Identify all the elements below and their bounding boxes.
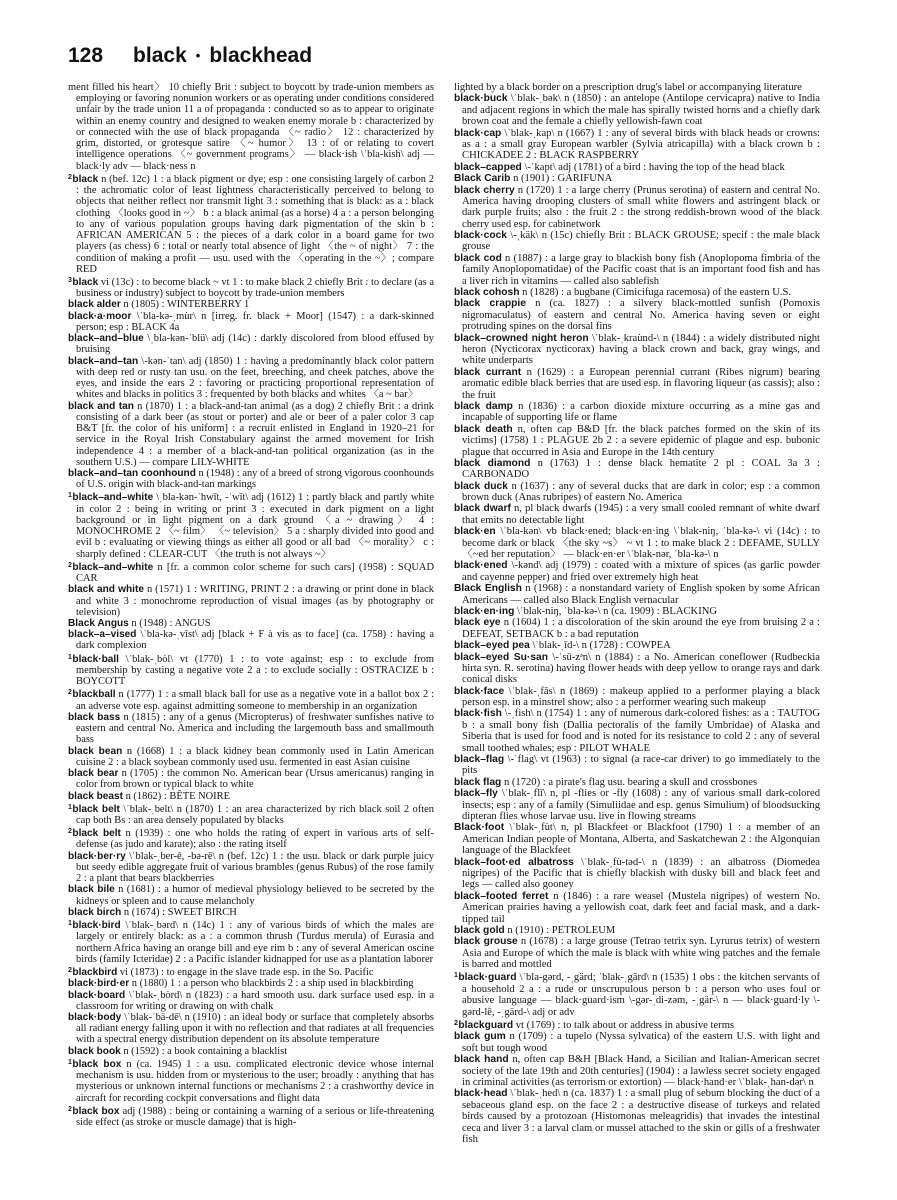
entry-definition: \ˌbla-kən-ˈhwīt, -ˈwīt\ adj (1612) 1 : partly black and partly white in color 2 : being in writing or print 3 : executed in dark pigment on a light background or in light pigment on a dark ground 〈a ~ drawing〉 4 : MONOCHROME 2 〈~ film〉 〈~ television〉 5 a : sharply divided into good and evil b : evaluating or viewing things as either all good or all bad 〈~ morality〉 c : sharply defined : CLEAR-CUT 〈the truth is not always ~〉 [76, 492, 435, 560]
entry-definition: \-kənd\ adj (1979) : coated with a mixture of spices (as garlic powder and cayenne pepper) and fried over extremely high heat [462, 560, 821, 583]
dictionary-entry [454, 503, 820, 526]
entry-definition: \ˈbla-kə-ˌmu̇r\ n [irreg. fr. black + Moor] (1547) : a dark-skinned person; esp : BLACK 4a [76, 310, 435, 333]
entry-definition: vt (1769) : to talk about or address in abusive terms [515, 1020, 735, 1032]
entry-headword: black and tan [68, 400, 134, 412]
entry-definition: n (1705) : the common No. American bear (Ursus americanus) ranging in color from brown or typical black to white [76, 768, 435, 791]
dictionary-entry [454, 754, 820, 777]
dictionary-entry [454, 1031, 820, 1054]
dictionary-entry [68, 82, 434, 172]
entry-headword: black and white [68, 584, 144, 596]
entry-headword: Black Carib [454, 173, 511, 185]
entry-definition: n, often cap B&D [fr. the black patches formed on the skin of its victims] (1758) 1 : PLAGUE 2b 2 : a severe epidemic of plague and esp. bubonic plague that occurred in Asia and Europe in the 14th century [462, 423, 820, 458]
dictionary-entry [454, 185, 820, 231]
entry-headword: black·ball [72, 653, 119, 665]
dictionary-entry [454, 367, 820, 401]
dictionary-entry [454, 617, 820, 640]
dictionary-entry [68, 918, 434, 965]
dictionary-entry [68, 560, 434, 584]
dictionary-entry [68, 275, 434, 299]
dictionary-entry [68, 629, 434, 651]
dictionary-entry [68, 1104, 434, 1128]
entry-definition: n (1846) : a rare weasel (Mustela nigripes) of western No. American prairies having a yellowish coat, dark feet and facial mask, and a dark-tipped tail [462, 890, 821, 925]
dictionary-entry [68, 746, 434, 768]
dictionary-entry [454, 936, 820, 970]
entry-definition: n (bef. 12c) 1 : a black pigment or dye; esp : one consisting largely of carbon 2 : the achromatic color of least lightness characteristically perceived to belong to objects that neither reflect nor transmit light 3 : something that is black: as a : black clothing 〈looks good in ~〉 b : a black animal (as a horse) 4 a : a person belonging to any of various population groups having dark pigmentation of the skin b : AFRICAN AMERICAN 5 : the pieces of a dark color in a board game for two players (as chess) 6 : total or nearly total absence of light 〈the ~ of night〉 7 : the condition of making a profit — usu. used with the 〈operating in the ~〉; compare RED [76, 173, 435, 275]
entry-headword: black alder [68, 299, 121, 311]
dictionary-entry [454, 777, 820, 788]
dictionary-entry [68, 1012, 434, 1046]
homograph-number: 1 [68, 1058, 72, 1066]
dictionary-entry [454, 970, 820, 1018]
homograph-number: 2 [68, 967, 72, 975]
dictionary-entry [68, 172, 434, 275]
entry-headword: blackguard [458, 1020, 514, 1032]
entry-definition: n (1571) 1 : WRITING, PRINT 2 : a drawing or print done in black and white 3 : monochrome reproduction of visual images (as by photography or television) [76, 584, 434, 618]
entry-headword: black·bird [72, 920, 121, 932]
entry-definition: ment filled his heart〉 10 chiefly Brit : subject to boycott by trade-union members as employing or favoring nonunion workers or as operating under conditions considered unfair by the trade union 11 a of propaganda : conducted so as to appear to originate within an enemy country and designed to weaken enemy morale b : characterized by or connected with the use of black propaganda 〈~ radio〉 12 : characterized by grim, distorted, or grotesque satire 〈~ humor〉 13 : of or relating to covert intelligence operations 〈~ government programs〉 — black·ish \ˈbla-kish\ adj — black·ly adv — black·ness n [68, 82, 434, 172]
entry-headword: black–crowned night heron [454, 332, 589, 344]
entry-headword: black·cap [454, 127, 502, 139]
entry-definition: \ˈbla-kə-ˌvīst\ adj [black + F à vis as to face] (ca. 1758) : having a dark complexion [76, 629, 434, 652]
dictionary-entry [454, 173, 820, 184]
entry-definition: n (1887) : a large gray to blackish bony fish (Anoplopoma fimbria of the family Anoplopomatidae) of the Pacific coast that is an important food fish and has a liver rich in vitamins — called also sablefish [462, 252, 821, 287]
entry-definition: n (1901) : GARIFUNA [513, 173, 613, 185]
dictionary-entry [68, 618, 434, 629]
entry-definition: \ˈblak-ˌkap\ n (1667) 1 : any of several birds with black heads or crowns: as a : a small gray European warbler (Sylvia atricapilla) with a black crown b : CHICKADEE 2 : BLACK RASPBERRY [462, 127, 821, 162]
dictionary-entry [454, 333, 820, 367]
entry-headword: black–flag [454, 754, 505, 766]
dictionary-entry [68, 990, 434, 1012]
entry-headword: black–and–white [72, 561, 154, 573]
dictionary-entry [454, 891, 820, 925]
dictionary-entry [454, 230, 820, 253]
entry-headword: black bass [68, 711, 121, 723]
entry-headword: black–and–tan [68, 355, 139, 367]
homograph-number: 2 [68, 173, 72, 181]
entry-definition: \ˈblak-ˌber-ē, -bə-rē\ n (bef. 12c) 1 : the usu. black or dark purple juicy but seedy edible aggregate fruit of various brambles (genus Rubus) of the rose family 2 : a plant that bears blackberries [76, 850, 434, 885]
entry-definition: \ˈblak-ˌbȯrd\ n (1823) : a hard smooth usu. dark surface used esp. in a classroom for writing or drawing on with chalk [76, 989, 434, 1012]
dictionary-entry [454, 1088, 820, 1145]
guide-word-first: black [133, 44, 187, 67]
entry-definition: \-kən-ˈtan\ adj (1850) 1 : having a predominantly black color pattern with deep red or rusty tan usu. on the feet, breeching, and cheek patches, above the eyes, and inside the ears 2 : favoring or practicing proportional representation of whites and blacks in politics 3 : frequented by both blacks and whites 〈a ~ bar〉 [76, 355, 435, 401]
entry-definition: n (1910) : PETROLEUM [507, 924, 616, 936]
dictionary-entry [454, 424, 820, 458]
entry-headword: Black·foot [454, 822, 505, 834]
entry-headword: black·board [68, 989, 126, 1001]
entry-definition: n, often cap B&H [Black Hand, a Sicilian and Italian-American secret society of the late 19th and 20th centuries] (1904) : a lawless secret society engaged in criminal activities (as terrorism or extortion) — black·hand·er \ˈblak-ˌhan-dər\ n [462, 1054, 821, 1088]
dictionary-entry [68, 802, 434, 826]
dictionary-entry [454, 686, 820, 709]
entry-headword: black bear [68, 768, 119, 780]
dictionary-entry [454, 652, 820, 686]
dictionary-entry [68, 468, 434, 490]
dictionary-entry [68, 1057, 434, 1104]
entry-definition: n (1637) : any of several ducks that are dark in color; esp : a common brown duck (Anas rubripes) of eastern No. America [462, 480, 820, 504]
entry-headword: black bean [68, 745, 123, 757]
entry-definition: \ˈblak-ˌflī\ n, pl -flies or -fly (1608) : any of various small dark-colored insects; esp : any of a family (Simuliidae and esp. genus Simulium) of bloodsucking dipteran flies whose larvae usu. live in flowing streams [462, 788, 820, 822]
entry-definition: \ˈblak-ˌbȯl\ vt (1770) 1 : to vote against; esp : to exclude from membership by casting a negative vote 2 a : to exclude socially : OSTRACIZE b : BOYCOTT [76, 653, 435, 688]
entry-definition: n [fr. a common color scheme for such cars] (1958) : SQUAD CAR [76, 561, 435, 585]
entry-headword: black box [72, 1105, 120, 1117]
entry-definition: \ˈblak-niŋ, ˈbla-kə-\ n (ca. 1909) : BLACKING [517, 605, 718, 617]
entry-definition: \ˈblak-ˌīd-\ n (1728) : COWPEA [532, 640, 671, 652]
homograph-number: 1 [68, 803, 72, 811]
entry-headword: black gum [454, 1031, 506, 1043]
entry-definition: n (1939) : one who holds the rating of expert in various arts of self-defense (as judo and karate); also : the rating itself [76, 828, 434, 851]
entry-headword: black–footed ferret [454, 890, 549, 902]
entry-definition: n (1681) : a humor of medieval physiology believed to be secreted by the kidneys or spleen and to cause melancholy [76, 884, 434, 907]
entry-definition: n (1668) 1 : a black kidney bean commonly used in Latin American cuisine 2 : a black soybean commonly used usu. fermented in east Asian cuisine [76, 745, 434, 768]
dictionary-entry [454, 128, 820, 162]
entry-definition: n (1862) : BÊTE NOIRE [125, 790, 230, 802]
entry-definition: \ˈblak-ˌbək\ n (1850) : an antelope (Antilope cervicapra) native to India and adjacent regions in which the male has spirally twisted horns and a chiefly dark brown coat and the female a chiefly yellowish-fawn coat [462, 93, 820, 128]
entry-headword: black dwarf [454, 503, 511, 515]
entry-headword: black·body [68, 1011, 122, 1023]
dictionary-entry [68, 965, 434, 978]
dictionary-entry [454, 857, 820, 891]
entry-definition: vi (1873) : to engage in the slave trade esp. in the So. Pacific [119, 967, 374, 979]
entry-headword: black cohosh [454, 287, 520, 299]
dictionary-entry [454, 287, 820, 298]
dictionary-entry [68, 490, 434, 559]
dictionary-entry [454, 606, 820, 617]
entry-headword: black–eyed pea [454, 640, 530, 652]
entry-headword: black–eyed Su·san [454, 651, 548, 663]
entry-headword: black belt [72, 828, 121, 840]
entry-definition: \-ˌfish\ n (1754) 1 : any of numerous dark-colored fishes: as a : TAUTOG b : a small bony fish (Dallia pectoralis of the family Umbridae) of Alaska and Siberia that is used for food and is noted for its resistance to cold 2 : any of several small toothed whales; esp : PILOT WHALE [462, 708, 820, 754]
entry-definition: \ˈblak-ˌfu̇t\ n, pl Blackfeet or Blackfoot (1790) 1 : a member of an American Indian people of Montana, Alberta, and Saskatchewan 2 : the Algonquian language of the Blackfeet [462, 822, 820, 857]
dictionary-entry [68, 299, 434, 310]
dictionary-entry [454, 560, 820, 583]
entry-definition: n, pl black dwarfs (1945) : a very small cooled remnant of white dwarf that emits no detectable light [462, 503, 820, 526]
entry-definition: n (1604) 1 : a discoloration of the skin around the eye from bruising 2 a : DEFEAT, SETBACK b : a bad reputation [462, 617, 820, 640]
homograph-number: 2 [68, 689, 72, 697]
dictionary-entry [68, 584, 434, 618]
entry-definition: \ˈbla-kən\ vb black·ened; black·en·ing \ˈblak-niŋ, ˈbla-kə-\ vi (14c) : to become dark or black 〈the sky ~s〉 ~ vt 1 : to make black 2 : DEFAME, SULLY 〈~ed her reputation〉 — black·en·er \ˈblak-nər, ˈbla-kə-\ n [462, 526, 820, 561]
dictionary-entry [454, 640, 820, 651]
dictionary-entry [68, 712, 434, 746]
entry-definition: \ˈblak-ˈbä-dē\ n (1910) : an ideal body or surface that completely absorbs all radiant energy falling upon it with no reflection and that radiates at all frequencies with a spectral energy distribution dependent on its absolute temperature [76, 1011, 434, 1046]
entry-headword: black duck [454, 480, 508, 492]
dictionary-entry [454, 1054, 820, 1088]
entry-definition: vi (13c) : to become black ~ vt 1 : to make black 2 chiefly Brit : to declare (as a business or industry) subject to boycott by trade-union members [76, 276, 434, 300]
entry-headword: black diamond [454, 457, 531, 469]
entry-headword: black–a–vised [68, 629, 137, 641]
entry-headword: black box [72, 1058, 122, 1070]
right-column [454, 82, 820, 1145]
homograph-number: 1 [454, 972, 458, 980]
entry-definition: \-ˌkäk\ n (15c) chiefly Brit : BLACK GROUSE; specif : the male black grouse [462, 230, 820, 253]
homograph-number: 1 [68, 920, 72, 928]
homograph-number: 1 [68, 653, 72, 661]
homograph-number: 2 [68, 828, 72, 836]
guide-word-separator: • [195, 48, 201, 63]
homograph-number: 2 [68, 1105, 72, 1113]
dictionary-entry [454, 93, 820, 127]
dictionary-entry [454, 788, 820, 822]
entry-definition: \-ˈflag\ vt (1963) : to signal (a race-car driver) to go immediately to the pits [462, 754, 820, 777]
entry-headword: black–fly [454, 788, 498, 800]
dictionary-entry [454, 708, 820, 754]
entry-definition: n (1948) : ANGUS [131, 618, 211, 630]
entry-headword: black·fish [454, 708, 502, 720]
dictionary-entry [68, 826, 434, 850]
homograph-number: 2 [68, 561, 72, 569]
entry-definition: n (1678) : a large grouse (Tetrao tetrix syn. Lyrurus tetrix) of western Asia and Europe of which the male is black with white wing patches and the female is barred and mottled [462, 936, 821, 971]
entry-definition: \ˈblak-ˌfās\ n (1869) : makeup applied to a performer playing a black person esp. in a minstrel show; also : a performer wearing such makeup [462, 685, 820, 709]
entry-definition: \ˈblak-ˌbelt\ n (1870) 1 : an area characterized by rich black soil 2 often cap both Bs : an area densely populated by blacks [76, 803, 435, 826]
entry-definition: n (ca. 1945) 1 : a usu. complicated electronic device whose internal mechanism is usu. hidden from or mysterious to the user; broadly : anything that has mysterious or unknown internal functions or mechanisms 2 : a crashworthy device in aircraft for recording cockpit conversations and flight data [76, 1058, 435, 1104]
entry-definition: n (1720) : a pirate's flag usu. bearing a skull and crossbones [503, 776, 758, 788]
entry-definition: n (1629) : a European perennial currant (Ribes nigrum) bearing aromatic edible black berries that are used esp. in flavoring liqueur (as cassis); also : the fruit [462, 366, 821, 401]
dictionary-entry [68, 356, 434, 401]
entry-headword: Black English [454, 583, 522, 595]
entry-headword: black death [454, 423, 513, 435]
entry-definition: n (1968) : a nonstandard variety of English spoken by some African Americans — called also Black English vernacular [462, 583, 820, 606]
left-column [68, 82, 434, 1128]
entry-definition: adj (1988) : being or containing a warning of a serious or life-threatening side effect (as stroke or muscle damage) that is high- [76, 1105, 435, 1129]
entry-definition: n (1720) 1 : a large cherry (Prunus serotina) of eastern and central No. America having drooping clusters of small white flowers and astringent black or dark purple fruits; also : the fruit 2 : the strong reddish-brown wood of the black cherry used esp. for cabinetwork [462, 184, 820, 230]
dictionary-entry [454, 401, 820, 424]
entry-headword: black [72, 276, 99, 288]
entry-headword: black·ened [454, 560, 508, 572]
dictionary-entry [454, 822, 820, 856]
entry-headword: black beast [68, 790, 123, 802]
entry-headword: black damp [454, 400, 513, 412]
dictionary-entry [454, 481, 820, 504]
entry-headword: black flag [454, 776, 502, 788]
entry-definition: \ˈblak-ˌhed\ n (ca. 1837) 1 : a small plug of sebum blocking the duct of a sebaceous gland esp. on the face 2 : a destructive disease of turkeys and related birds caused by a protozoan (Histomonas meleagridis) that invades the intestinal ceca and liver 3 : a larval clam or mussel attached to the skin or gills of a freshwater fish [462, 1088, 820, 1145]
entry-headword: black [72, 173, 99, 185]
dictionary-entry [454, 298, 820, 332]
entry-definition: n (1815) : any of a genus (Micropterus) of freshwater sunfishes native to eastern and central No. America and including the largemouth bass and smallmouth bass [76, 711, 435, 746]
entry-definition: \ˈblak-ˌfu̇-təd-\ n (1839) : an albatross (Diomedea nigripes) of the Pacific that is chiefly blackish with dusky bill and black feet and legs — called also gooney [462, 856, 820, 891]
dictionary-entry [454, 82, 820, 93]
homograph-number: 3 [68, 276, 72, 284]
entry-definition: \ˈbla-gərd, -ˌgärd; ˈblak-ˌgärd\ n (1535) 1 obs : the kitchen servants of a household 2 a : a rude or unscrupulous person b : a person who uses foul or abusive language — black·guard·ism \-gər-ˌdi-zəm, -ˌgär-\ n — black·guard·ly \-gərd-lē, -ˌgärd-\ adj or adv [462, 972, 820, 1018]
entry-definition: \-ˈkapt\ adj (1781) of a bird : having the top of the head black [524, 161, 785, 173]
entry-definition: n (1674) : SWEET BIRCH [123, 906, 237, 918]
entry-definition: \ˌbla-kən-ˈblü\ adj (14c) : darkly discolored from blood effused by bruising [76, 333, 434, 356]
entry-headword: black book [68, 1045, 121, 1057]
entry-headword: black currant [454, 366, 522, 378]
entry-headword: black–and–tan coonhound [68, 467, 196, 479]
page-number: 128 [68, 44, 104, 67]
dictionary-entry [68, 907, 434, 918]
dictionary-entry [68, 687, 434, 711]
entry-headword: black gold [454, 924, 505, 936]
dictionary-entry [454, 253, 820, 287]
entry-headword: black cherry [454, 184, 515, 196]
dictionary-entry [454, 162, 820, 173]
entry-headword: black belt [72, 803, 120, 815]
dictionary-entry [68, 768, 434, 790]
entry-headword: black·bird·er [68, 978, 130, 990]
entry-definition: n (1828) : a bugbane (Cimicifuga racemosa) of the eastern U.S. [522, 287, 792, 299]
entry-headword: black hand [454, 1054, 509, 1066]
entry-headword: black–and–white [72, 492, 154, 504]
entry-headword: black crappie [454, 298, 526, 310]
entry-definition: n (1763) 1 : dense black hematite 2 pl : COAL 3a 3 : CARBONADO [462, 457, 820, 481]
entry-headword: black–and–blue [68, 333, 144, 345]
dictionary-entry [454, 458, 820, 481]
guide-word-last: blackhead [209, 44, 313, 67]
entry-definition: lighted by a black border on a prescription drug's label or accompanying literature [454, 82, 802, 93]
entry-headword: black·face [454, 685, 505, 697]
entry-headword: black·a·moor [68, 310, 132, 322]
entry-headword: black·guard [458, 972, 517, 984]
entry-headword: black eye [454, 617, 501, 629]
entry-definition: n (1948) : any of a breed of strong vigorous coonhounds of U.S. origin with black-and-tan markings [76, 467, 434, 491]
entry-headword: blackbird [72, 967, 118, 979]
entry-headword: black·head [454, 1088, 508, 1100]
entry-headword: Black Angus [68, 618, 129, 630]
entry-headword: black bile [68, 884, 115, 896]
dictionary-entry [68, 333, 434, 355]
entry-headword: black·en [454, 526, 496, 538]
entry-definition: n (1836) : a carbon dioxide mixture occurring as a mine gas and incapable of supporting life or flame [462, 400, 820, 424]
dictionary-entry [454, 526, 820, 560]
dictionary-entry [454, 583, 820, 606]
entry-headword: black birch [68, 906, 122, 918]
entry-definition: n (ca. 1827) : a silvery black-mottled sunfish (Pomoxis nigromaculatus) of eastern and central No. America having seven or eight protruding spines on the dorsal fins [462, 298, 820, 333]
dictionary-entry [68, 311, 434, 333]
entry-definition: n (1709) : a tupelo (Nyssa sylvatica) of the eastern U.S. with light and soft but tough wood [462, 1031, 820, 1054]
dictionary-entry [68, 791, 434, 802]
homograph-number: 1 [68, 492, 72, 500]
entry-definition: n (1592) : a book containing a blacklist [123, 1045, 288, 1057]
entry-definition: n (1880) 1 : a person who blackbirds 2 : a ship used in blackbirding [131, 978, 414, 990]
running-header [68, 44, 312, 80]
dictionary-entry [454, 1018, 820, 1031]
entry-definition: n (1870) 1 : a black-and-tan animal (as a dog) 2 chiefly Brit : a drink consisting of a dark beer (as stout or porter) and ale or beer of a paler color 3 cap B&T [fr. the color of his uniform] : a recruit enlisted in England in 1920–21 for service in the Royal Irish Constabulary against the armed movement for Irish independence 4 : a member of a black-and-tan political organization (as in the southern U.S.) — compare LILY-WHITE [76, 400, 435, 468]
entry-headword: black·ber·ry [68, 850, 126, 862]
dictionary-entry [454, 925, 820, 936]
entry-headword: black grouse [454, 936, 518, 948]
entry-definition: \-ˈsü-zᵊn\ n (1884) : a No. American coneflower (Rudbeckia hirta syn. R. serotina) having flower heads with deep yellow to orange rays and dark conical disks [462, 651, 821, 686]
dictionary-entry [68, 1046, 434, 1057]
entry-headword: black–foot·ed albatross [454, 856, 574, 868]
entry-definition: n (1777) 1 : a small black ball for use as a negative vote in a ballot box 2 : an adverse vote esp. against admitting someone to membership in an organization [76, 689, 434, 712]
entry-definition: \ˈblak-ˌbərd\ n (14c) 1 : any of various birds of which the males are largely or entirely black: as a : a common thrush (Turdus merula) of Eurasia and northern Africa having an orange bill and eye rim b : any of several American oscine birds (family Icteridae) 2 : a Pacific islander kidnapped for use as a plantation laborer [76, 920, 434, 965]
entry-headword: black·cock [454, 230, 507, 242]
dictionary-entry [68, 401, 434, 468]
entry-definition: \ˈblak-ˌkrau̇nd-\ n (1844) : a widely distributed night heron (Nycticorax nycticorax) having a black crown and back, gray wings, and white underparts [462, 332, 820, 367]
entry-headword: black·en·ing [454, 605, 515, 617]
dictionary-entry [68, 884, 434, 906]
entry-headword: black cod [454, 252, 502, 264]
entry-definition: n (1805) : WINTERBERRY 1 [123, 299, 250, 311]
dictionary-entry [68, 652, 434, 688]
entry-headword: black–capped [454, 161, 522, 173]
entry-headword: black·buck [454, 93, 508, 105]
homograph-number: 2 [454, 1020, 458, 1028]
entry-headword: blackball [72, 689, 116, 701]
dictionary-entry [68, 978, 434, 989]
dictionary-entry [68, 851, 434, 885]
